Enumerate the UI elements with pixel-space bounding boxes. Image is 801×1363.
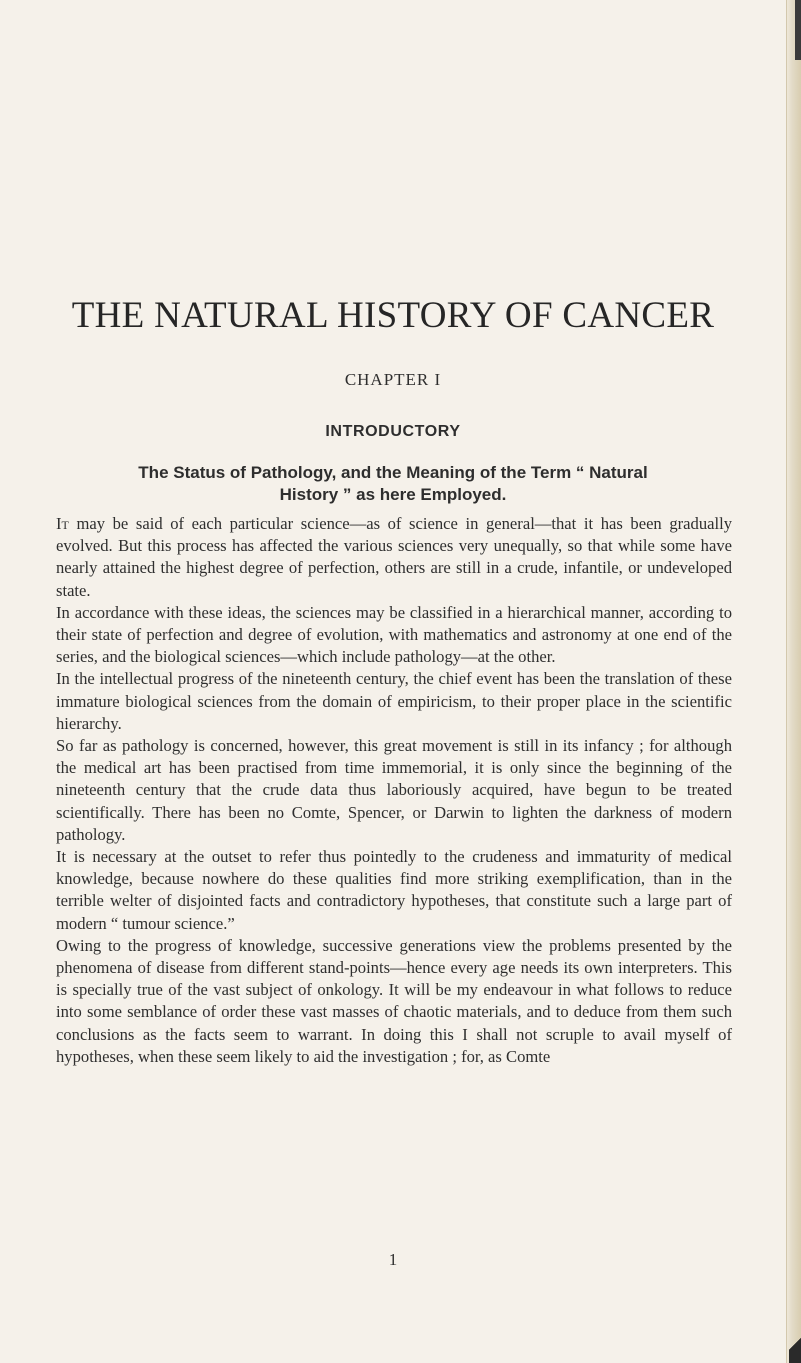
paragraph [56,846,732,935]
section-subtitle: The Status of Pathology, and the Meaning of the Term “ Natural History ” as here Employed. [138,463,648,504]
paragraph [56,668,732,735]
body-text [56,513,732,1068]
paragraph-text: It is necessary at the outset to refer thus pointedly to the crudeness and immaturity of medical knowledge, because nowhere do these qualities find more striking exemplification, than in the terrible welter of disjointed facts and contradictory hypotheses, that constitute such a large part of modern “ tumour science.” [56,847,732,933]
paragraph-lead-word: It [56,514,69,533]
page-number: 1 [388,1250,398,1269]
paragraph [56,602,732,669]
paragraph-text: So far as pathology is concerned, however, this great movement is still in its infancy ; for although the medical art has been practised from time immemorial, it is only since the beginning of the nineteenth century that the crude data thus laboriously acquired, have begun to be treated scientifically. There has been no Comte, Spencer, or Darwin to lighten the darkness of modern pathology. [56,736,732,844]
paragraph-text: may be said of each particular science—as of science in general—that it has been gradually evolved. But this process has affected the various sciences very unequally, so that while some have nearly attained the highest degree of perfection, others are still in a crude, infantile, or undeveloped state. [56,514,732,600]
edge-mark-bottom [789,1333,801,1363]
paragraph [56,513,732,602]
paragraph-text: Owing to the progress of knowledge, successive generations view the problems presented by the phenomena of disease from different stand-points—hence every age needs its own interpreters. This is specially true of the vast subject of onkology. It will be my endeavour in what follows to reduce into some semblance of order these vast masses of chaotic materials, and to deduce from them such conclusions as the facts seem to warrant. In doing this I shall not scruple to avail myself of hypotheses, when these seem likely to aid the investigation ; for, as Comte [56,935,732,1066]
edge-mark-top [795,0,801,60]
section-heading: INTRODUCTORY [325,423,461,440]
paragraph [56,735,732,846]
paragraph [56,935,732,1068]
paragraph-text: In accordance with these ideas, the sciences may be classified in a hierarchical manner, according to their state of perfection and degree of evolution, with mathematics and astronomy at one end of the series, and the biological sciences—which include pathology—at the other. [56,602,732,667]
chapter-label: CHAPTER I [344,370,442,389]
paragraph-text: In the intellectual progress of the nineteenth century, the chief event has been the translation of these immature biological sciences from the domain of empiricism, to their proper place in the scientific hierarchy. [56,669,732,733]
binding-edge [786,0,801,1363]
book-title: THE NATURAL HISTORY OF CANCER [71,295,715,336]
